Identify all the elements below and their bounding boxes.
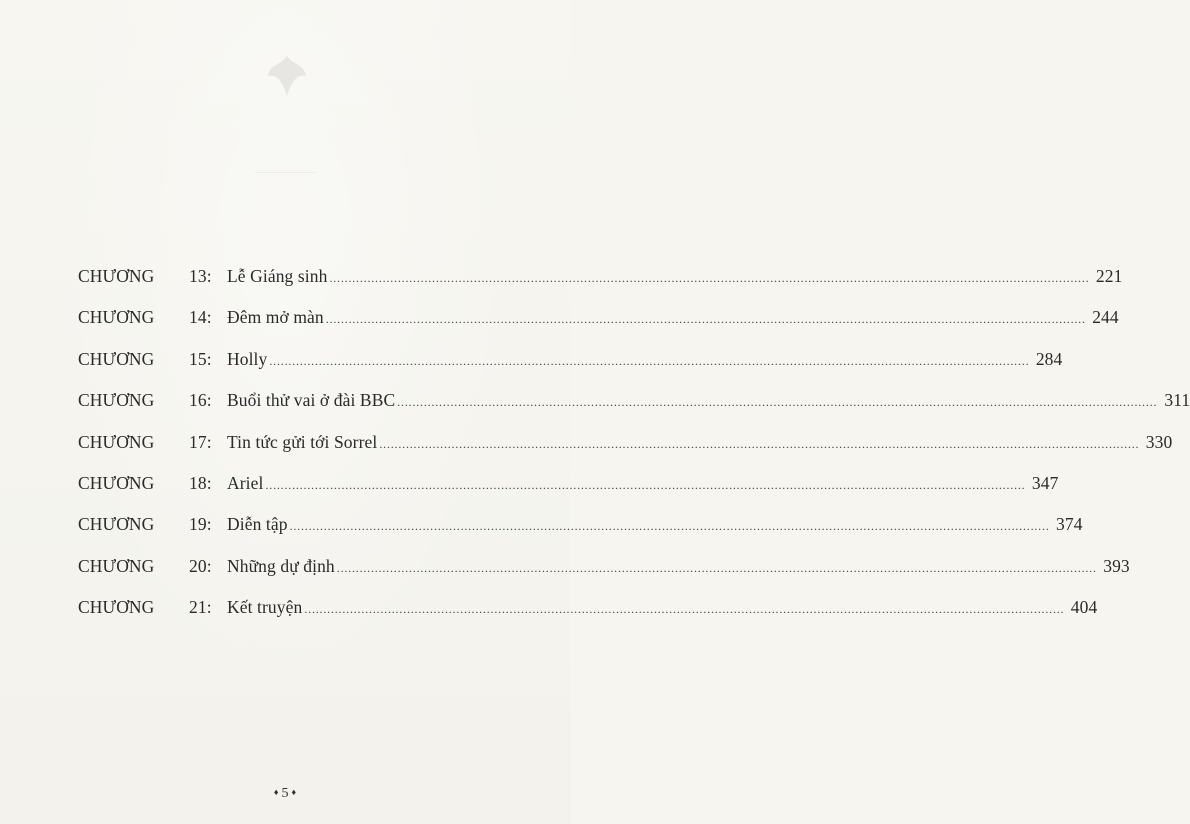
page-reference: 347 — [1031, 472, 1059, 493]
chapter-number: 15: — [189, 348, 212, 369]
chapter-title: Ariel — [227, 472, 264, 493]
chapter-title: Lễ Giáng sinh — [227, 266, 328, 286]
page-reference: 404 — [1070, 597, 1098, 618]
chapter-title: Diễn tập — [227, 514, 288, 535]
page-reference: 244 — [1092, 307, 1119, 328]
page-reference: 393 — [1103, 555, 1130, 576]
bleed-through-rule — [255, 172, 315, 173]
chapter-label: CHƯƠNG — [78, 266, 155, 286]
toc-entry — [78, 555, 1130, 599]
chapter-label: CHƯƠNG — [78, 514, 155, 535]
diamond-ornament-icon: ♦ — [291, 787, 297, 797]
dot-leader: ........................................................................................................................................................................................................ — [289, 519, 1050, 534]
chapter-label: CHƯƠNG — [78, 307, 155, 328]
chapter-label: CHƯƠNG — [78, 348, 155, 369]
toc-entry — [78, 597, 1098, 640]
chapter-title: Buổi thử vai ở đài BBC — [227, 390, 396, 411]
page-reference: 374 — [1056, 514, 1083, 535]
toc-entry — [78, 472, 1059, 516]
chapter-title: Tin tức gửi tới Sorrel — [227, 431, 378, 452]
toc-entry — [78, 431, 1173, 475]
toc-entry — [78, 266, 1123, 309]
chapter-title: Holly — [227, 348, 268, 369]
dot-leader: ........................................................................................................................................................................................................ — [269, 353, 1030, 368]
chapter-number: 21: — [189, 597, 212, 618]
table-of-contents — [78, 266, 1190, 641]
chapter-number: 14: — [189, 307, 212, 328]
chapter-number: 19: — [189, 514, 212, 535]
page-number: 5 — [281, 786, 289, 801]
dot-leader: ........................................................................................................................................................................................................ — [397, 395, 1158, 410]
dot-leader: ........................................................................................................................................................................................................ — [329, 271, 1090, 285]
chapter-title: Kết truyện — [227, 597, 303, 618]
page-reference: 284 — [1035, 348, 1063, 369]
chapter-number: 18: — [189, 472, 212, 493]
bleed-through-ornament-icon — [262, 52, 312, 100]
toc-entry — [78, 307, 1119, 350]
chapter-label: CHƯƠNG — [78, 597, 155, 618]
toc-entry — [78, 390, 1190, 433]
page-number-footer — [0, 786, 570, 802]
chapter-number: 13: — [189, 266, 212, 286]
chapter-number: 16: — [189, 390, 212, 411]
chapter-label: CHƯƠNG — [78, 555, 155, 576]
chapter-title: Đêm mở màn — [227, 307, 324, 328]
chapter-number: 17: — [189, 431, 212, 452]
page-reference: 311 — [1164, 390, 1190, 411]
dot-leader: ........................................................................................................................................................................................................ — [265, 477, 1026, 492]
chapter-label: CHƯƠNG — [78, 390, 155, 411]
toc-entry — [78, 348, 1063, 392]
diamond-ornament-icon: ♦ — [273, 787, 279, 797]
chapter-title: Những dự định — [227, 555, 335, 576]
chapter-label: CHƯƠNG — [78, 472, 155, 493]
dot-leader: ........................................................................................................................................................................................................ — [304, 602, 1065, 617]
toc-entry — [78, 514, 1083, 557]
dot-leader: ........................................................................................................................................................................................................ — [336, 560, 1097, 575]
chapter-label: CHƯƠNG — [78, 431, 155, 452]
page-reference: 221 — [1095, 266, 1123, 286]
chapter-number: 20: — [189, 555, 212, 576]
dot-leader: ........................................................................................................................................................................................................ — [379, 436, 1140, 451]
dot-leader: ........................................................................................................................................................................................................ — [325, 312, 1086, 327]
page-reference: 330 — [1145, 431, 1173, 452]
